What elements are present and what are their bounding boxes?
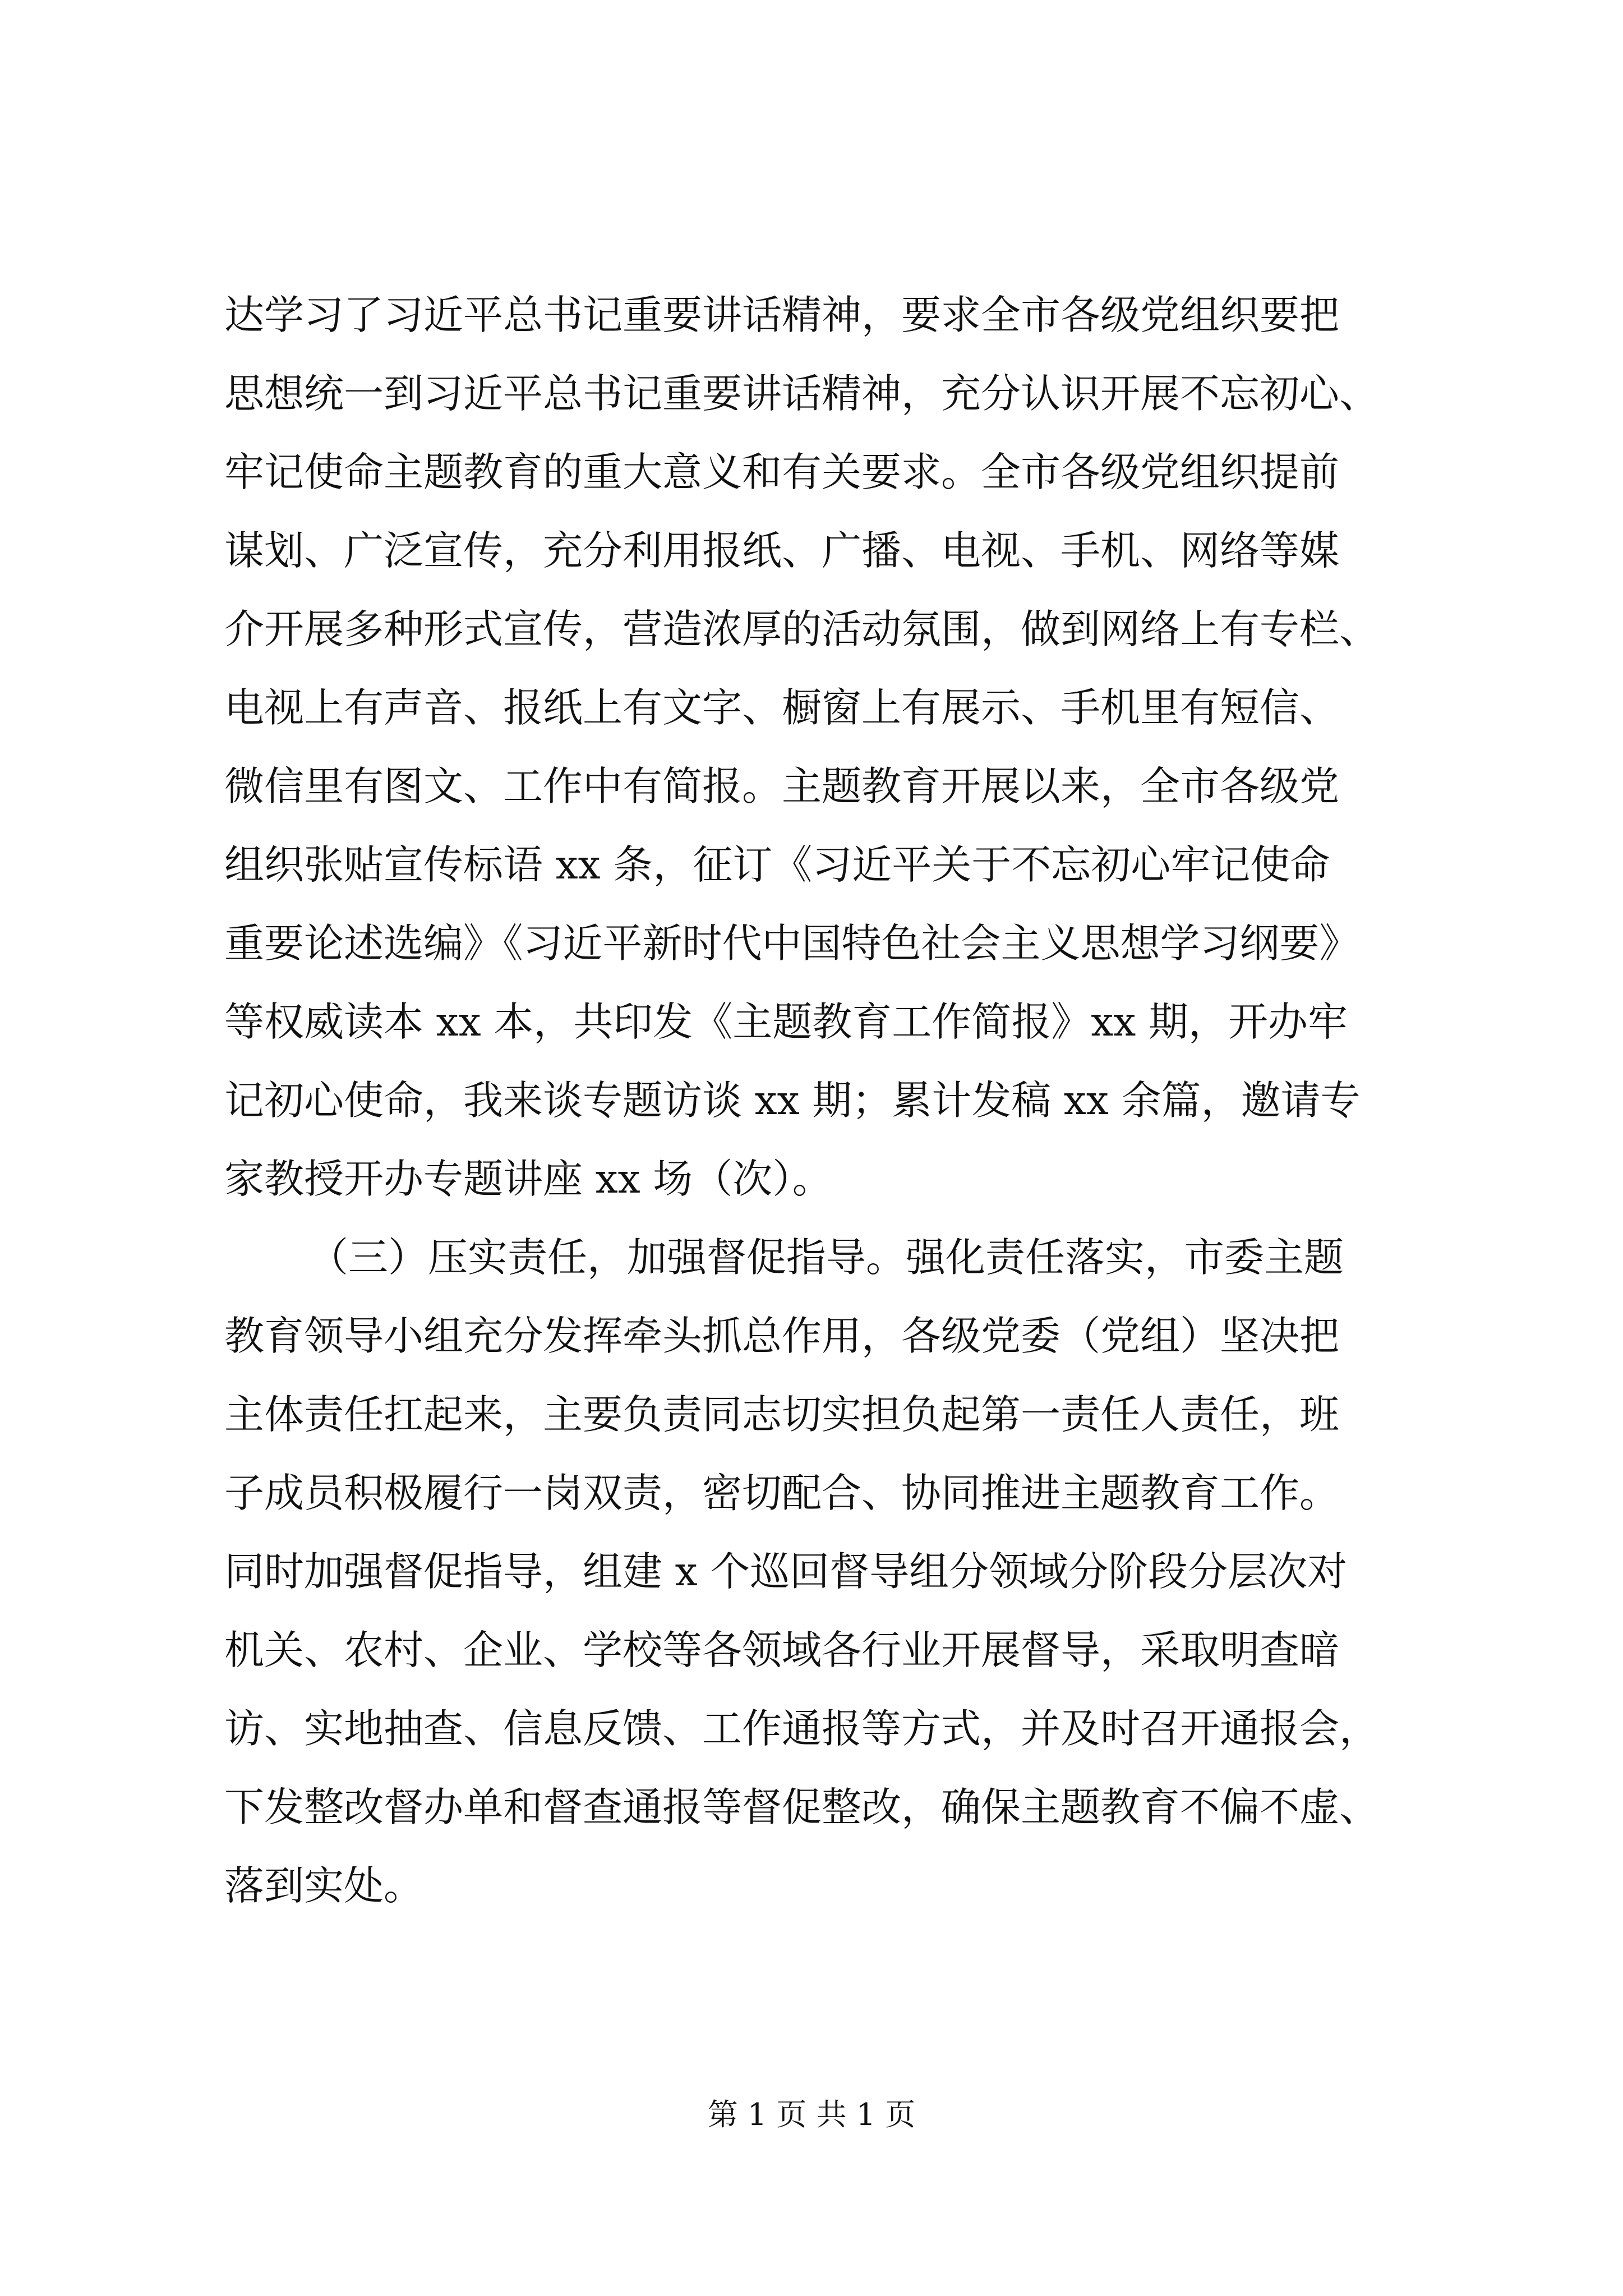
text-line: 谋划、广泛宣传，充分利用报纸、广播、电视、手机、网络等媒 [224,527,1340,574]
page-footer [0,2095,1623,2134]
text-line: 介开展多种形式宣传，营造浓厚的活动氛围，做到网络上有专栏、 [224,606,1380,652]
text-line: 思想统一到习近平总书记重要讲话精神，充分认识开展不忘初心、 [224,370,1380,417]
text-line: 组织张贴宣传标语 xx 条，征订《习近平关于不忘初心牢记使命 [224,841,1330,888]
text-line: 微信里有图文、工作中有简报。主题教育开展以来，全市各级党 [224,763,1340,809]
text-line: 电视上有声音、报纸上有文字、橱窗上有展示、手机里有短信、 [224,684,1340,731]
text-line: 下发整改督办单和督查通报等督促整改，确保主题教育不偏不虚、 [224,1784,1380,1830]
text-line: 记初心使命，我来谈专题访谈 xx 期；累计发稿 xx 余篇，邀请专 [224,1077,1361,1124]
text-line: 教育领导小组充分发挥牵头抓总作用，各级党委（党组）坚决把 [224,1313,1340,1359]
text-line: 家教授开办专题讲座 xx 场（次）。 [224,1156,832,1202]
text-line: 重要论述选编》《习近平新时代中国特色社会主义思想学习纲要》 [224,920,1359,967]
body-text [224,276,1458,1925]
text-line: 访、实地抽查、信息反馈、工作通报等方式，并及时召开通报会， [224,1705,1380,1752]
text-line: 牢记使命主题教育的重大意义和有关要求。全市各级党组织提前 [224,449,1340,495]
text-line: 主体责任扛起来，主要负责同志切实担负起第一责任人责任，班 [224,1391,1340,1438]
text-line: 子成员积极履行一岗双责，密切配合、协同推进主题教育工作。 [224,1470,1340,1516]
page-number-label: 第 1 页 共 1 页 [707,2097,916,2132]
text-line: 落到实处。 [224,1862,424,1909]
text-line: 机关、农村、企业、学校等各领域各行业开展督导，采取明查暗 [224,1627,1340,1673]
section-heading-line: （三）压实责任，加强督促指导。强化责任落实，市委主题 [308,1234,1344,1281]
text-line: 同时加强督促指导，组建 x 个巡回督导组分领域分阶段分层次对 [224,1548,1348,1595]
text-line: 等权威读本 xx 本，共印发《主题教育工作简报》xx 期，开办牢 [224,999,1348,1045]
text-line: 达学习了习近平总书记重要讲话精神，要求全市各级党组织要把 [224,292,1340,338]
